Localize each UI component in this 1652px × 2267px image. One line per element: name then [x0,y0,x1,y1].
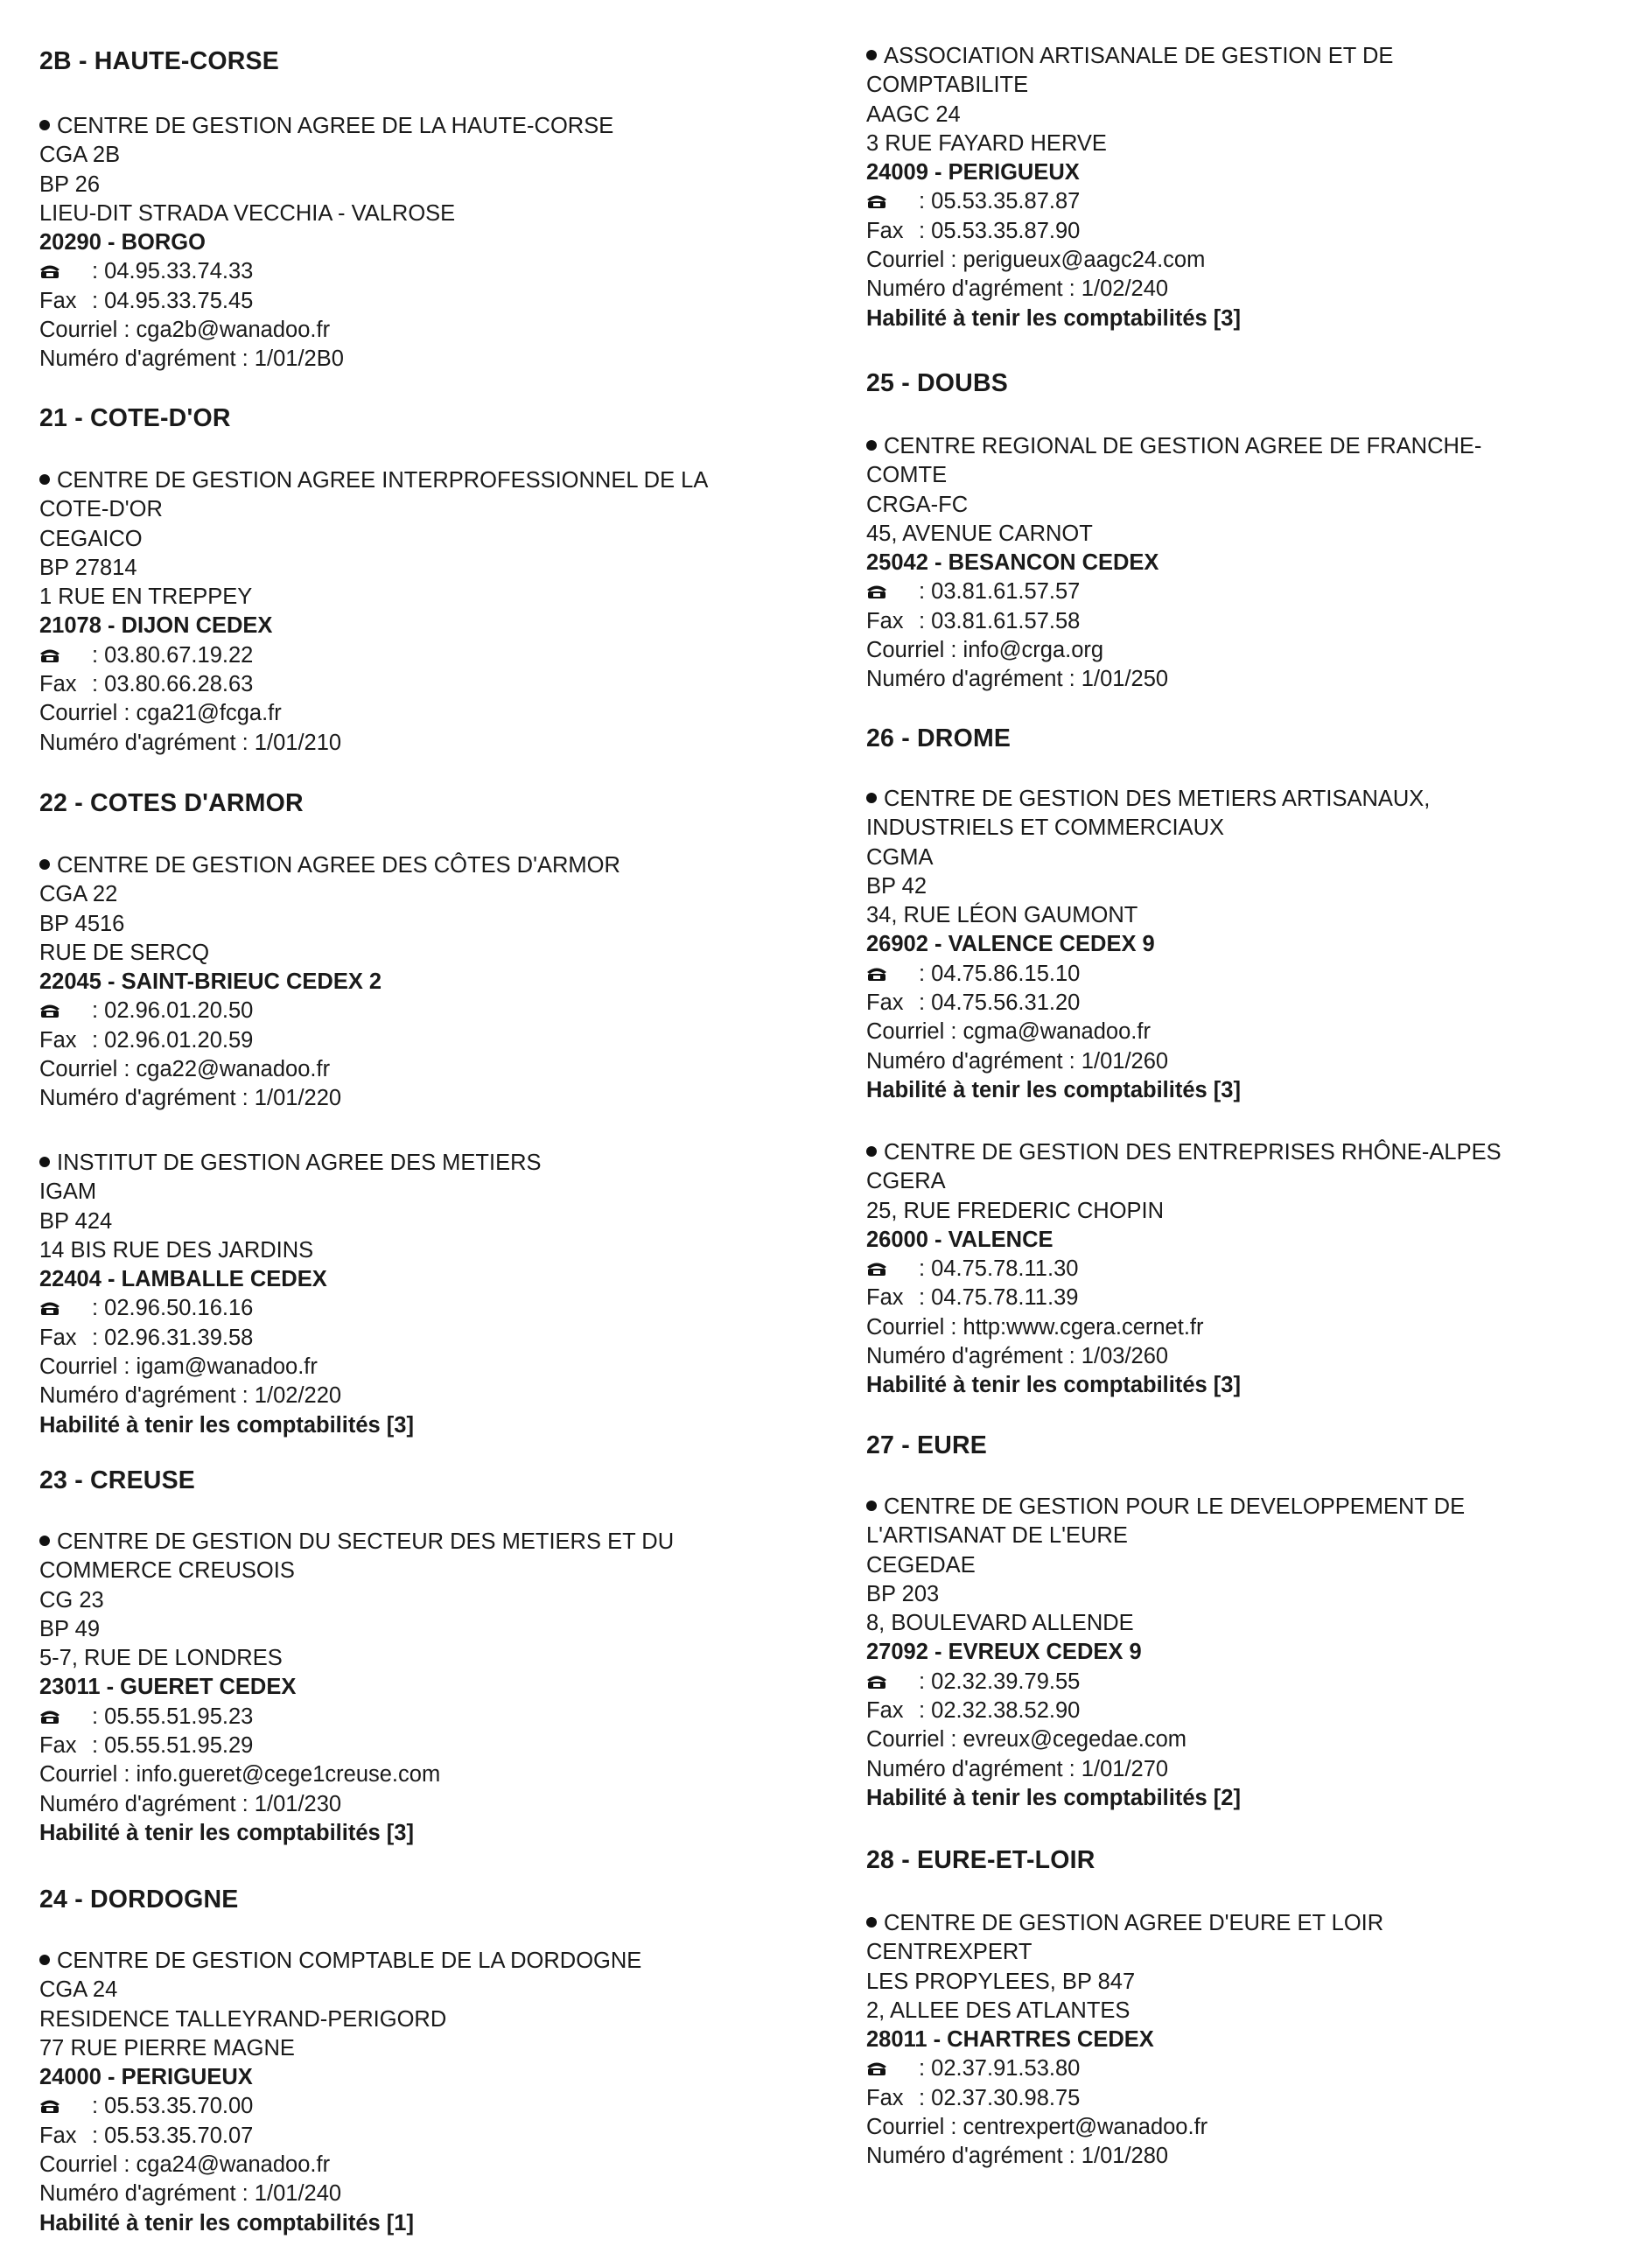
centre-abbreviation: CEGAICO [39,526,143,551]
telephone-icon [866,1256,887,1271]
department-heading: 23 - CREUSE [39,1466,196,1494]
phone-line [39,997,827,1025]
habilitation-note: Habilité à tenir les comptabilités [3] [866,1373,1241,1398]
centre-name [866,785,1636,814]
centre-name-continued: L'ARTISANAT DE L'EURE [866,1523,1128,1549]
bullet-icon [39,1955,50,1965]
phone-number: : 04.75.86.15.10 [919,961,1081,986]
postal-city: 26902 - VALENCE CEDEX 9 [866,932,1155,957]
bullet-icon [866,793,877,803]
centre-abbreviation: IGAM [39,1179,97,1205]
fax-number: : 03.81.61.57.58 [919,608,1081,633]
centre-entry [866,1138,1636,1401]
telephone-icon [866,578,887,594]
address-line: LES PROPYLEES, BP 847 [866,1969,1136,1994]
phone-label [866,1668,919,1697]
centre-name-text: CENTRE DE GESTION DES METIERS ARTISANAUX, [884,787,1431,811]
phone-label [39,641,92,670]
postal-city: 23011 - GUERET CEDEX [39,1675,297,1700]
email-line: Courriel : centrexpert@wanadoo.fr [866,2115,1208,2140]
centre-name [39,1528,827,1557]
agrement-number: Numéro d'agrément : 1/01/250 [866,667,1169,692]
centre-entry [866,785,1636,1105]
postal-city: 24009 - PERIGUEUX [866,160,1080,185]
centre-entry [39,1528,827,1848]
bullet-icon [866,1917,877,1928]
centre-abbreviation: CGA 24 [39,1977,118,2003]
telephone-icon [866,2055,887,2071]
department-heading: 21 - COTE-D'OR [39,404,231,432]
fax-line [39,1732,827,1760]
address-line: 5-7, RUE DE LONDRES [39,1646,283,1671]
fax-line [866,607,1636,636]
centre-name [39,1947,827,1976]
bullet-icon [39,859,50,870]
phone-line [39,641,827,670]
phone-line [866,960,1636,989]
agrement-number: Numéro d'agrément : 1/01/240 [39,2181,342,2207]
centre-entry [39,1149,827,1440]
phone-label [39,1294,92,1323]
department-heading: 2B - HAUTE-CORSE [39,47,279,75]
department-heading: 25 - DOUBS [866,369,1008,397]
centre-name-continued: COMTE [866,463,948,488]
address-line: 77 RUE PIERRE MAGNE [39,2035,295,2061]
agrement-number: Numéro d'agrément : 1/01/230 [39,1791,342,1816]
centre-name-text: CENTRE DE GESTION AGREE DES CÔTES D'ARMOR [57,853,620,878]
bullet-icon [866,1501,877,1511]
centre-name-text: CENTRE DE GESTION DES ENTREPRISES RHÔNE-ALPES [884,1140,1502,1165]
centre-name [866,1493,1636,1522]
postal-city: 22404 - LAMBALLE CEDEX [39,1267,327,1292]
phone-line [866,187,1636,216]
fax-line [866,217,1636,246]
phone-number: : 04.95.33.74.33 [92,259,254,284]
email-line: Courriel : perigueux@aagc24.com [866,248,1206,273]
centre-abbreviation: CGERA [866,1169,946,1194]
fax-line [39,670,827,699]
agrement-number: Numéro d'agrément : 1/02/240 [866,276,1169,302]
centre-abbreviation: AAGC 24 [866,101,961,127]
centre-name [39,851,827,880]
centre-abbreviation: CG 23 [39,1587,104,1613]
centre-entry [866,1493,1636,1813]
bullet-icon [39,474,50,485]
fax-line [39,1324,827,1353]
phone-number: : 02.32.39.79.55 [919,1669,1081,1694]
centre-name-text: CENTRE DE GESTION COMPTABLE DE LA DORDOGNE [57,1949,642,1973]
telephone-icon [866,188,887,204]
centre-name-text: INSTITUT DE GESTION AGREE DES METIERS [57,1151,542,1175]
email-line: Courriel : cga21@fcga.fr [39,701,282,726]
phone-line [866,1255,1636,1284]
centre-name-continued: COMMERCE CREUSOIS [39,1558,295,1584]
department-heading: 22 - COTES D'ARMOR [39,789,304,817]
postal-city: 25042 - BESANCON CEDEX [866,550,1159,576]
centre-abbreviation: CEGEDAE [866,1552,976,1578]
habilitation-note: Habilité à tenir les comptabilités [3] [39,1412,414,1438]
telephone-icon [39,997,60,1013]
email-line: Courriel : cga24@wanadoo.fr [39,2152,331,2178]
address-line: 14 BIS RUE DES JARDINS [39,1237,314,1263]
agrement-number: Numéro d'agrément : 1/01/220 [39,1086,342,1111]
fax-number: : 03.80.66.28.63 [92,672,254,697]
centre-name [866,42,1636,71]
email-line: Courriel : info@crga.org [866,638,1104,663]
fax-number: : 04.75.56.31.20 [919,990,1081,1016]
phone-number: : 05.53.35.87.87 [919,189,1081,214]
fax-label: Fax [866,1698,904,1724]
agrement-number: Numéro d'agrément : 1/01/280 [866,2144,1169,2169]
centre-abbreviation: CGMA [866,844,934,870]
phone-label [39,1703,92,1732]
phone-label [866,2054,919,2083]
centre-abbreviation: CRGA-FC [866,492,969,517]
telephone-icon [39,1704,60,1719]
fax-number: : 02.96.31.39.58 [92,1325,254,1350]
centre-name-continued: COTE-D'OR [39,497,163,522]
phone-label [866,960,919,989]
phone-line [866,577,1636,606]
phone-number: : 03.81.61.57.57 [919,579,1081,605]
address-line: BP 27814 [39,555,137,580]
centre-name-text: CENTRE DE GESTION AGREE D'EURE ET LOIR [884,1911,1384,1935]
bullet-icon [866,50,877,60]
address-line: 8, BOULEVARD ALLENDE [866,1611,1134,1636]
phone-line [39,1294,827,1323]
centre-name [866,1138,1636,1167]
telephone-icon [39,2093,60,2109]
address-line: 2, ALLEE DES ATLANTES [866,1998,1130,2023]
phone-number: : 05.55.51.95.23 [92,1704,254,1729]
fax-number: : 05.55.51.95.29 [92,1733,254,1759]
address-line: BP 203 [866,1581,940,1606]
bullet-icon [866,1146,877,1157]
centre-name [39,466,827,495]
address-line: 45, AVENUE CARNOT [866,521,1093,546]
postal-city: 22045 - SAINT-BRIEUC CEDEX 2 [39,969,382,995]
fax-line [39,1026,827,1055]
phone-line [866,1668,1636,1697]
telephone-icon [866,961,887,976]
address-line: BP 42 [866,873,928,899]
fax-number: : 05.53.35.87.90 [919,218,1081,243]
phone-label [39,2092,92,2121]
fax-number: : 04.95.33.75.45 [92,288,254,313]
phone-number: : 02.96.50.16.16 [92,1296,254,1321]
phone-number: : 04.75.78.11.30 [919,1256,1079,1282]
phone-label [866,187,919,216]
fax-line [866,2084,1636,2113]
fax-label: Fax [866,990,904,1016]
email-line: Courriel : igam@wanadoo.fr [39,1354,318,1380]
centre-entry [866,1909,1636,2172]
telephone-icon [39,642,60,658]
habilitation-note: Habilité à tenir les comptabilités [3] [866,1077,1241,1102]
address-line: RESIDENCE TALLEYRAND-PERIGORD [39,2006,447,2032]
department-heading: 27 - EURE [866,1431,988,1459]
centre-name-continued: COMPTABILITE [866,73,1029,98]
address-line: BP 4516 [39,911,125,936]
habilitation-note: Habilité à tenir les comptabilités [3] [39,1820,414,1845]
centre-entry [39,851,827,1114]
centre-abbreviation: CGA 2B [39,143,121,168]
telephone-icon [866,1669,887,1684]
address-line: LIEU-DIT STRADA VECCHIA - VALROSE [39,200,456,226]
centre-name [39,112,827,141]
postal-city: 28011 - CHARTRES CEDEX [866,2027,1154,2053]
fax-number: : 02.32.38.52.90 [919,1698,1081,1724]
phone-line [39,257,827,286]
agrement-number: Numéro d'agrément : 1/02/220 [39,1383,342,1409]
centre-name [866,432,1636,461]
department-heading: 24 - DORDOGNE [39,1886,239,1914]
telephone-icon [39,258,60,274]
phone-number: : 05.53.35.70.00 [92,2094,254,2119]
centre-abbreviation: CGA 22 [39,882,118,907]
email-line: Courriel : evreux@cegedae.com [866,1727,1187,1753]
address-line: 3 RUE FAYARD HERVE [866,130,1107,156]
centre-entry [39,1947,827,2238]
phone-number: : 02.37.91.53.80 [919,2056,1081,2082]
habilitation-note: Habilité à tenir les comptabilités [2] [866,1785,1241,1810]
phone-label [39,997,92,1025]
agrement-number: Numéro d'agrément : 1/01/270 [866,1756,1169,1781]
telephone-icon [39,1295,60,1311]
fax-label: Fax [39,1325,77,1350]
fax-line [866,1697,1636,1725]
address-line: 1 RUE EN TREPPEY [39,584,253,610]
email-line: Courriel : info.gueret@cege1creuse.com [39,1762,441,1788]
postal-city: 24000 - PERIGUEUX [39,2065,253,2090]
habilitation-note: Habilité à tenir les comptabilités [3] [866,305,1241,331]
fax-line [39,287,827,316]
centre-name [866,1909,1636,1938]
centre-name-text: ASSOCIATION ARTISANALE DE GESTION ET DE [884,44,1394,68]
phone-label [39,257,92,286]
fax-label: Fax [866,2085,904,2110]
centre-name [39,1149,827,1178]
address-line: BP 26 [39,171,101,197]
fax-label: Fax [866,218,904,243]
phone-line [39,2092,827,2121]
centre-name-text: CENTRE REGIONAL DE GESTION AGREE DE FRANCHE- [884,434,1482,458]
address-line: BP 49 [39,1616,101,1641]
address-line: 25, RUE FREDERIC CHOPIN [866,1198,1165,1223]
bullet-icon [39,1536,50,1546]
centre-abbreviation: CENTREXPERT [866,1940,1032,1965]
fax-label: Fax [866,608,904,633]
fax-label: Fax [866,1285,904,1311]
postal-city: 27092 - EVREUX CEDEX 9 [866,1640,1142,1665]
department-heading: 26 - DROME [866,724,1012,752]
email-line: Courriel : cga22@wanadoo.fr [39,1057,331,1082]
centre-entry [866,432,1636,695]
fax-label: Fax [39,288,77,313]
phone-label [866,1255,919,1284]
centre-entry [866,42,1636,333]
phone-line [866,2054,1636,2083]
fax-label: Fax [39,2123,77,2148]
postal-city: 20290 - BORGO [39,230,206,255]
postal-city: 26000 - VALENCE [866,1227,1054,1252]
centre-name-text: CENTRE DE GESTION AGREE INTERPROFESSIONNEL DE LA [57,468,709,493]
fax-number: : 04.75.78.11.39 [919,1285,1079,1311]
postal-city: 21078 - DIJON CEDEX [39,613,273,639]
email-line: Courriel : cga2b@wanadoo.fr [39,318,331,343]
email-line: Courriel : http:www.cgera.cernet.fr [866,1314,1204,1340]
address-line: RUE DE SERCQ [39,940,210,965]
fax-line [866,989,1636,1018]
centre-name-continued: INDUSTRIELS ET COMMERCIAUX [866,815,1224,841]
fax-label: Fax [39,1733,77,1759]
email-line: Courriel : cgma@wanadoo.fr [866,1019,1151,1045]
fax-number: : 02.96.01.20.59 [92,1027,254,1053]
habilitation-note: Habilité à tenir les comptabilités [1] [39,2210,414,2236]
address-line: BP 424 [39,1208,113,1234]
phone-line [39,1703,827,1732]
address-line: 34, RUE LÉON GAUMONT [866,903,1138,928]
phone-label [866,577,919,606]
agrement-number: Numéro d'agrément : 1/01/210 [39,730,342,755]
agrement-number: Numéro d'agrément : 1/01/260 [866,1048,1169,1074]
centre-name-text: CENTRE DE GESTION AGREE DE LA HAUTE-CORSE [57,114,614,138]
centre-name-text: CENTRE DE GESTION DU SECTEUR DES METIERS ET DU [57,1529,675,1554]
centre-entry [39,466,827,758]
fax-line [39,2122,827,2151]
fax-label: Fax [39,672,77,697]
fax-number: : 02.37.30.98.75 [919,2085,1081,2110]
bullet-icon [866,440,877,451]
fax-number: : 05.53.35.70.07 [92,2123,254,2148]
centre-entry [39,112,827,374]
bullet-icon [39,120,50,130]
centre-name-text: CENTRE DE GESTION POUR LE DEVELOPPEMENT DE [884,1494,1466,1519]
bullet-icon [39,1157,50,1167]
fax-line [866,1284,1636,1312]
phone-number: : 03.80.67.19.22 [92,642,254,668]
agrement-number: Numéro d'agrément : 1/03/260 [866,1344,1169,1369]
department-heading: 28 - EURE-ET-LOIR [866,1846,1096,1874]
agrement-number: Numéro d'agrément : 1/01/2B0 [39,346,344,372]
fax-label: Fax [39,1027,77,1053]
phone-number: : 02.96.01.20.50 [92,998,254,1024]
